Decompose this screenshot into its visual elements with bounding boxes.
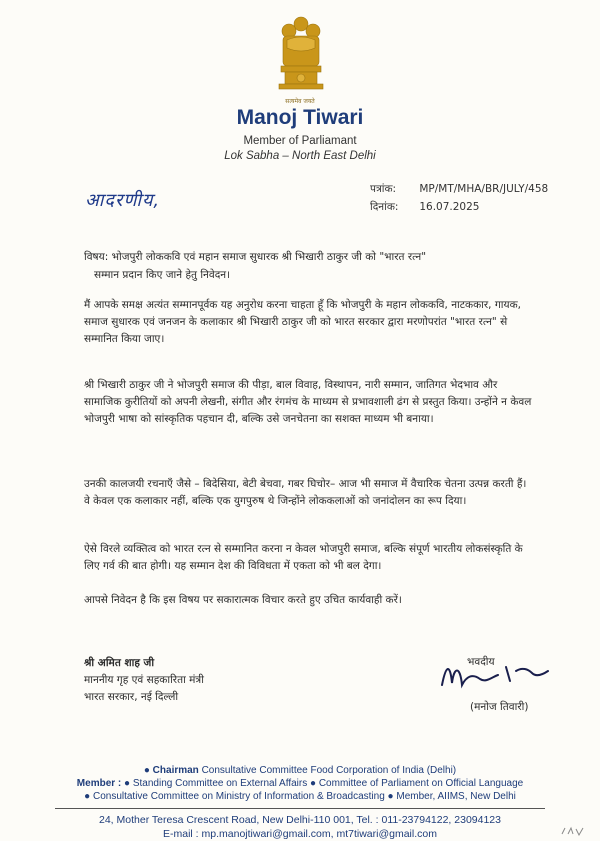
body-paragraph-2: श्री भिखारी ठाकुर जी ने भोजपुरी समाज की पीड़ा, बाल विवाह, विस्थापन, नारी सम्मान, जातिगत भेदभाव और सामाजिक कुरीतियों को अपनी लेखनी, संगीत और रंगमंच के माध्यम से प्रभावशाली ढंग से प्रस्तुत किया। उन्होंने न केवल भोजपुरी भाषा को सांस्कृतिक पहचान दी, बल्कि उसे जनचेतना का सशक्त माध्यम भी बनाया।	[84, 379, 532, 425]
member-label: Member :	[76, 778, 122, 789]
member-item-2: Committee of Parliament on Official Language	[318, 778, 524, 789]
recipient-title: माननीय गृह एवं सहकारिता मंत्री	[84, 674, 204, 686]
letter-number-value: MP/MT/MHA/BR/JULY/458	[419, 183, 549, 195]
chairman-label: Chairman	[152, 765, 199, 776]
closing: भवदीय	[467, 656, 495, 668]
subject-line-2: सम्मान प्रदान किए जाने हेतु निवेदन।	[94, 269, 231, 281]
letter-date-row	[370, 198, 548, 216]
bullet-icon: ●	[124, 778, 131, 789]
letter-number-row	[370, 180, 548, 198]
handwritten-signature	[436, 655, 556, 697]
recipient-block	[84, 655, 204, 706]
sender-designation: Member of Parliamant	[243, 135, 357, 147]
emblem-motto: सत्यमेव जयते	[285, 98, 315, 105]
subject-line-1: भोजपुरी लोककवि एवं महान समाज सुधारक श्री भिखारी ठाकुर जी को "भारत रत्न"	[111, 251, 427, 263]
corner-scribble	[560, 825, 590, 837]
bullet-icon: ●	[387, 791, 394, 802]
signatory-name: (मनोज तिवारी)	[470, 701, 529, 713]
letter-date-value: 16.07.2025	[419, 201, 480, 213]
letter-number-label: पत्रांक:	[370, 183, 397, 195]
footer-committees	[0, 764, 600, 803]
subject	[84, 248, 524, 284]
letter-date-label: दिनांक:	[370, 201, 399, 213]
member-item-3: Consultative Committee on Ministry of Information & Broadcasting	[92, 791, 385, 802]
footer-address: 24, Mother Teresa Crescent Road, New Delhi-110 001, Tel. : 011-23794122, 23094123	[99, 814, 501, 826]
body-paragraph-1: मैं आपके समक्ष अत्यंत सम्मानपूर्वक यह अनुरोध करना चाहता हूँ कि भोजपुरी के महान लोककवि, नाटककार, गायक, समाज सुधारक एवं जनजन के कलाकार श्री भिखारी ठाकुर जी को भारत सरकार द्वारा मरणोपरांत "भारत रत्न" से सम्मानित किया जाए।	[84, 299, 521, 345]
footer-email: E-mail : mp.manojtiwari@gmail.com, mt7tiwari@gmail.com	[163, 828, 437, 840]
body-paragraph-4: ऐसे विरले व्यक्तित्व को भारत रत्न से सम्मानित करना न केवल भोजपुरी समाज, बल्कि संपूर्ण भारतीय लोकसंस्कृति के लिए गर्व की बात होगी। यह सम्मान देश की विविधता में एकता को भी बल देगा।	[84, 543, 523, 572]
recipient-address: भारत सरकार, नई दिल्ली	[84, 691, 179, 703]
sender-name: Manoj Tiwari	[236, 106, 364, 129]
body-paragraph-5: आपसे निवेदन है कि इस विषय पर सकारात्मक विचार करते हुए उचित कार्यवाही करें।	[84, 594, 402, 606]
footer-contact	[0, 813, 600, 841]
bullet-icon: ●	[84, 791, 91, 802]
member-item-1: Standing Committee on External Affairs	[132, 778, 308, 789]
footer-divider	[55, 808, 545, 809]
body-paragraph-3: उनकी कालजयी रचनाएँ जैसे – बिदेसिया, बेटी बेचवा, गबर घिचोर– आज भी समाज में वैचारिक चेतना उत्पन्न करती हैं। वे केवल एक कलाकार नहीं, बल्कि एक युगपुरुष थे जिन्होंने लोककलाओं को जनांदोलन का रूप दिया।	[84, 478, 527, 507]
recipient-name: श्री अमित शाह जी	[84, 657, 155, 669]
sender-constituency: Lok Sabha – North East Delhi	[224, 150, 376, 162]
salutation: आदरणीय,	[85, 190, 161, 211]
bullet-icon: ●	[143, 765, 150, 776]
reference-block	[370, 180, 548, 216]
member-item-4: Member, AIIMS, New Delhi	[396, 791, 516, 802]
chairman-text: Consultative Committee Food Corporation of India (Delhi)	[201, 765, 457, 776]
state-emblem-icon	[274, 14, 328, 94]
subject-label: विषय:	[84, 251, 109, 263]
bullet-icon: ●	[310, 778, 317, 789]
